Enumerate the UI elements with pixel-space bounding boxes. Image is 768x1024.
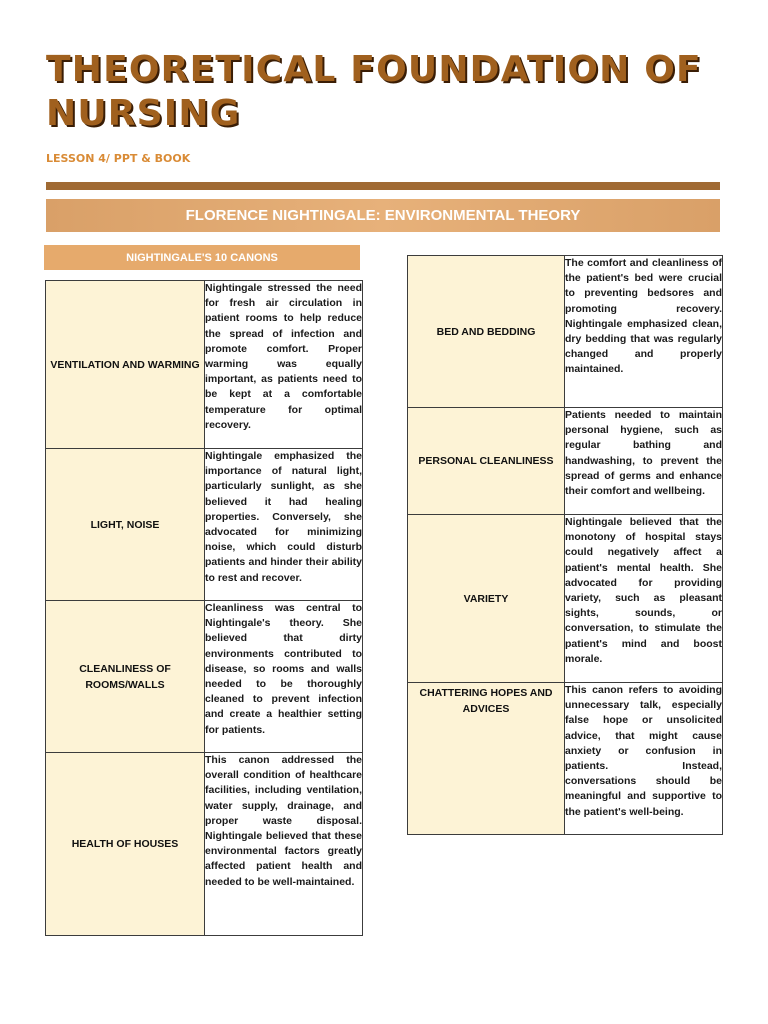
document-title xyxy=(46,48,702,136)
canon-description: Nightingale emphasized the importance of natural light, particularly sunlight, as she believed it had healing properties. Conversely, she advocated for minimizing noise, which could disturb patients and hinder their ability to rest and recover. xyxy=(205,449,363,601)
canon-name: PERSONAL CLEANLINESS xyxy=(408,408,565,515)
canon-description: Nightingale stressed the need for fresh air circulation in patient rooms to help reduce the spread of infection and promote comfort. Proper warming was equally important, as patients need to be kept at a comfortable temperature for optimal recovery. xyxy=(205,281,363,449)
canon-description: Nightingale believed that the monotony of hospital stays could negatively affect a patient's mental health. She advocated for providing variety, such as pleasant sights, sounds, or conversation, to stimulate the patient's mind and boost morale. xyxy=(565,515,723,683)
canon-name: VENTILATION AND WARMING xyxy=(46,281,205,449)
canons-table-right xyxy=(407,255,723,835)
table-row xyxy=(408,256,723,408)
table-row xyxy=(46,753,363,936)
table-row xyxy=(46,601,363,753)
table-row xyxy=(46,281,363,449)
canon-description: Patients needed to maintain personal hygiene, such as regular bathing and handwashing, to prevent the spread of germs and enhance their comfort and wellbeing. xyxy=(565,408,723,515)
canon-name: HEALTH OF HOUSES xyxy=(46,753,205,936)
canon-name: VARIETY xyxy=(408,515,565,683)
canon-name: CHATTERING HOPES AND ADVICES xyxy=(408,683,565,835)
section-banner: FLORENCE NIGHTINGALE: ENVIRONMENTAL THEORY xyxy=(46,199,720,232)
canon-description: This canon refers to avoiding unnecessary talk, especially false hope or unsolicited advice, that might cause anxiety or confusion in patients. Instead, conversations should be meaningful and supportive to the patient's well-being. xyxy=(565,683,723,835)
canon-description: This canon addressed the overall condition of healthcare facilities, including ventilation, water supply, drainage, and proper waste disposal. Nightingale believed that these environmental factors greatly affected patient health and needed to be well-maintained. xyxy=(205,753,363,936)
canon-name: LIGHT, NOISE xyxy=(46,449,205,601)
canon-name: BED AND BEDDING xyxy=(408,256,565,408)
divider-bar xyxy=(46,182,720,190)
table-row xyxy=(408,408,723,515)
canons-table-left xyxy=(45,280,363,936)
table-row xyxy=(46,449,363,601)
table-row xyxy=(408,515,723,683)
canon-description: Cleanliness was central to Nightingale's theory. She believed that dirty environments contributed to disease, so rooms and walls needed to be thoroughly cleaned to prevent infection and create a healthier setting for patients. xyxy=(205,601,363,753)
title-line-2: NURSING xyxy=(46,93,241,134)
table-row xyxy=(408,683,723,835)
canon-description: The comfort and cleanliness of the patient's bed were crucial to preventing bedsores and promoting recovery. Nightingale emphasized clean, dry bedding that was regularly changed and properly maintained. xyxy=(565,256,723,408)
canon-name: CLEANLINESS OF ROOMS/WALLS xyxy=(46,601,205,753)
title-line-1: THEORETICAL FOUNDATION OF xyxy=(46,49,702,90)
lesson-subtitle: LESSON 4/ PPT & BOOK xyxy=(46,152,191,165)
canons-heading: NIGHTINGALE'S 10 CANONS xyxy=(44,245,360,270)
